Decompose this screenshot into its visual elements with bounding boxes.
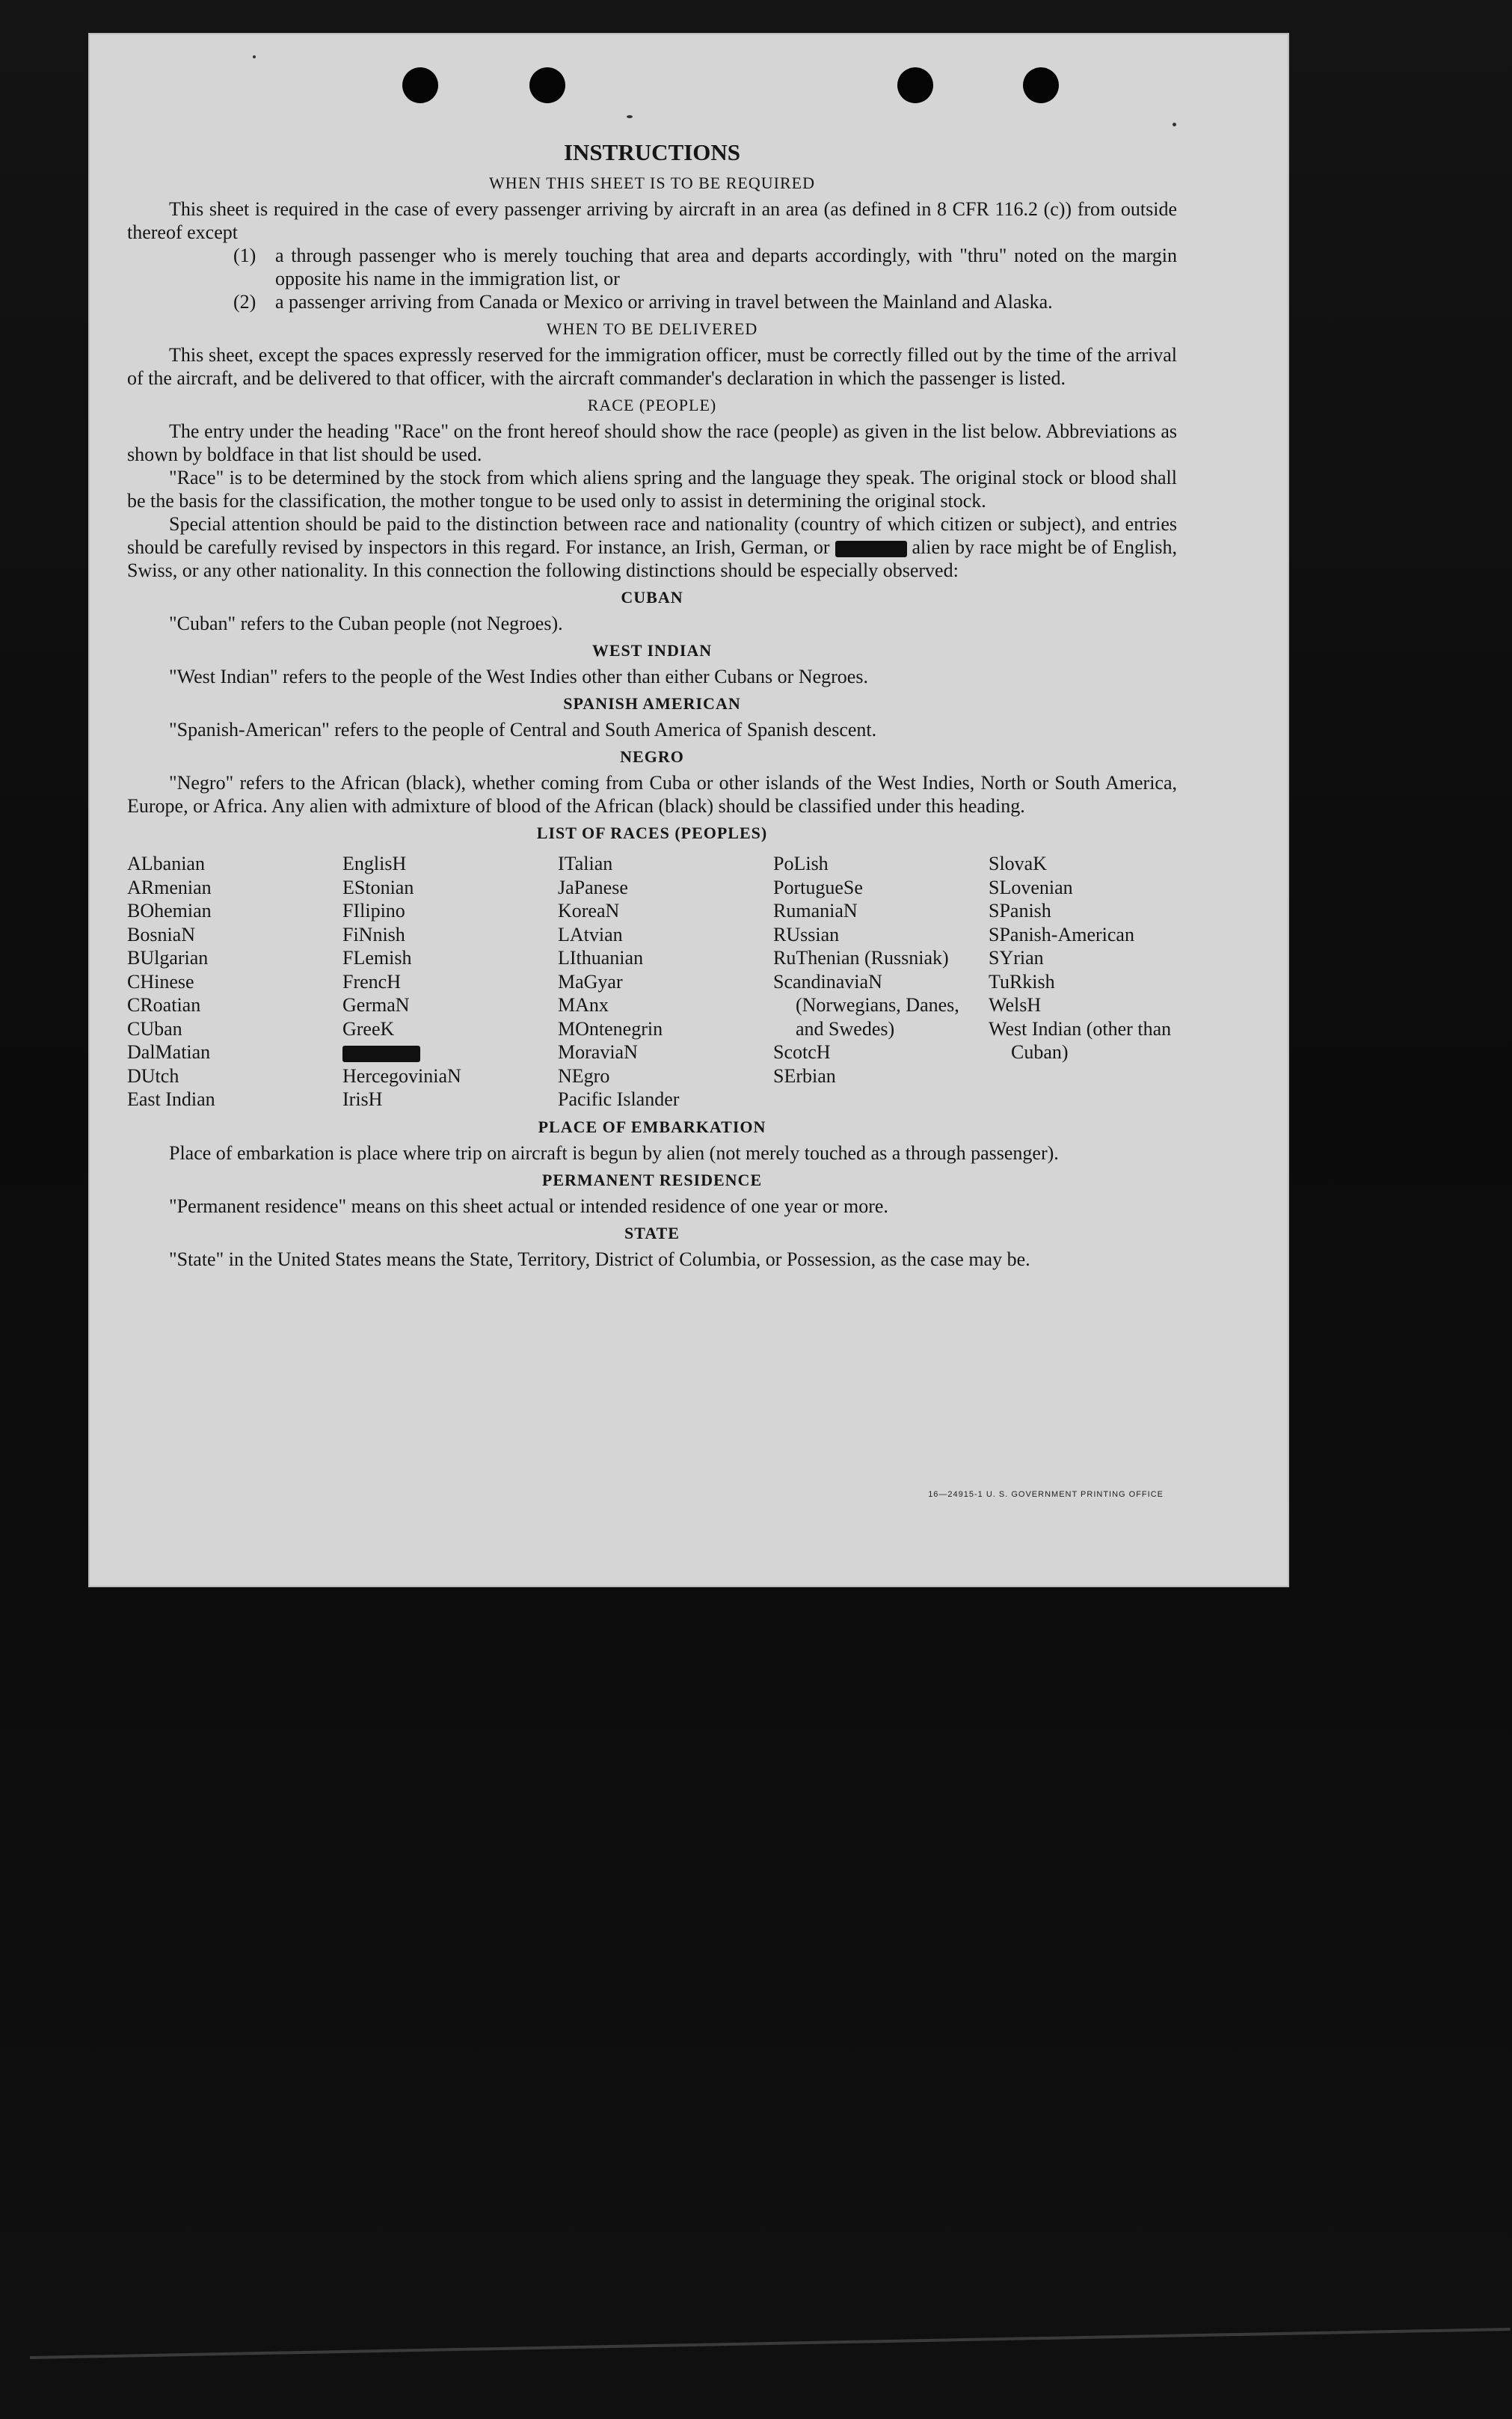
races-column-2 <box>342 852 558 1112</box>
races-list <box>127 852 1177 1112</box>
race-entry: TuRkish <box>989 970 1055 993</box>
paragraph-cuban: "Cuban" refers to the Cuban people (not Negroes). <box>169 613 563 634</box>
item-text: a through passenger who is merely touching that area and departs accordingly, with "thru" noted on the margin opposite his name in the immigration list, or <box>275 245 1177 289</box>
races-column-4 <box>773 852 989 1112</box>
paragraph-spanish-american: "Spanish-American" refers to the people of Central and South America of Spanish descent. <box>169 719 877 741</box>
paragraph-negro: "Negro" refers to the African (black), whether coming from Cuba or other islands of the West Indies, North or South America, Europe, or Africa. Any alien with admixture of blood of the African (black) should be classified under this heading. <box>127 772 1177 817</box>
race-entry: ARmenian <box>127 876 212 898</box>
race-entry: SLovenian <box>989 876 1073 898</box>
race-entry: DalMatian <box>127 1041 211 1063</box>
scan-speck <box>1173 123 1176 126</box>
race-entry: PortugueSe <box>773 876 863 898</box>
punch-hole <box>1023 67 1059 103</box>
punch-hole <box>402 67 438 103</box>
race-entry: MaGyar <box>558 970 623 993</box>
paragraph-race-1: The entry under the heading "Race" on the front hereof should show the race (people) as given in the list below. Abbreviations as shown by boldface in that list should be used. <box>127 420 1177 465</box>
punch-hole <box>897 67 933 103</box>
race-entry: BOhemian <box>127 900 212 922</box>
page-title: INSTRUCTIONS <box>563 139 740 165</box>
race-entry: CHinese <box>127 970 194 993</box>
races-column-5 <box>989 852 1177 1112</box>
race-entry: ScandinaviaN (Norwegians, Danes, and Swedes) <box>773 970 959 1040</box>
heading-when-delivered: WHEN TO BE DELIVERED <box>546 319 758 338</box>
heading-permanent-residence: PERMANENT RESIDENCE <box>541 1170 763 1189</box>
instructions-body <box>127 138 1177 1271</box>
race-entry: CRoatian <box>127 994 201 1016</box>
paragraph-race-2: "Race" is to be determined by the stock from which aliens spring and the language they speak. The original stock or blood shall be the basis for the classification, the mother tongue to be used only to assist in determining the original stock. <box>127 467 1177 512</box>
heading-list-of-races: LIST OF RACES (PEOPLES) <box>536 824 768 842</box>
race-entry: Pacific Islander <box>558 1088 680 1110</box>
race-entry: BosniaN <box>127 923 195 945</box>
paragraph-embarkation: Place of embarkation is place where trip on aircraft is begun by alien (not merely touched as a through passenger). <box>169 1141 1059 1164</box>
item-text: a passenger arriving from Canada or Mexico or arriving in travel between the Mainland and Alaska. <box>275 291 1053 313</box>
heading-cuban: CUBAN <box>621 588 683 607</box>
race-3-part-a: Special attention should be paid to the distinction between race and nationality (country of which citizen or subject), and entries should be carefully revised by inspectors in this regard. For instance, an Irish, German, or <box>127 513 1177 558</box>
race-entry: GermaN <box>342 994 410 1016</box>
race-entry: LIthuanian <box>558 947 644 969</box>
race-entry: KoreaN <box>558 900 620 922</box>
heading-when-required: WHEN THIS SHEET IS TO BE REQUIRED <box>489 174 815 192</box>
race-entry: BUlgarian <box>127 947 209 969</box>
races-column-3 <box>558 852 773 1112</box>
race-entry: ScotcH <box>773 1041 831 1063</box>
race-entry: FiNnish <box>342 923 405 945</box>
paragraph-required-intro: This sheet is required in the case of every passenger arriving by aircraft in an area (as defined in 8 CFR 116.2 (c)) from outside thereof except <box>127 198 1177 243</box>
race-entry: PoLish <box>773 853 829 874</box>
race-entry: SErbian <box>773 1064 836 1087</box>
race-entry: EStonian <box>342 876 414 898</box>
heading-negro: NEGRO <box>620 747 684 766</box>
paragraph-delivered: This sheet, except the spaces expressly reserved for the immigration officer, must be correctly filled out by the time of the arrival of the aircraft, and be delivered to that officer, with the aircraft commander's declaration in which the passenger is listed. <box>127 344 1177 389</box>
paragraph-permanent-residence: "Permanent residence" means on this sheet actual or intended residence of one year or more. <box>169 1195 888 1217</box>
race-entry: East Indian <box>127 1088 215 1110</box>
punch-hole <box>529 67 565 103</box>
race-entry: SPanish-American <box>989 923 1134 945</box>
race-3-part-b: alien by race might be of English, Swiss, or any other nationality. In this connection the following distinctions should be especially observed: <box>127 536 1178 581</box>
heading-west-indian: WEST INDIAN <box>591 641 713 660</box>
race-entry: JaPanese <box>558 876 628 898</box>
race-entry: ITalian <box>558 853 613 874</box>
race-entry: FIlipino <box>342 900 405 922</box>
race-entry: MoraviaN <box>558 1041 638 1063</box>
race-entry: CUban <box>127 1017 182 1040</box>
race-entry: NEgro <box>558 1064 610 1087</box>
redaction-mark <box>342 1046 420 1062</box>
race-entry: EnglisH <box>342 853 407 874</box>
race-entry: FrencH <box>342 970 401 993</box>
race-entry: RUssian <box>773 923 840 945</box>
heading-state: STATE <box>624 1223 680 1242</box>
printing-office-code: 16—24915-1 U. S. GOVERNMENT PRINTING OFFICE <box>928 1490 1164 1499</box>
race-entry: RuThenian (Russniak) <box>773 947 949 969</box>
race-entry: West Indian (other than Cuban) <box>989 1017 1172 1063</box>
heading-embarkation: PLACE OF EMBARKATION <box>538 1117 766 1136</box>
race-entry: GreeK <box>342 1017 395 1040</box>
scan-speck <box>253 55 256 58</box>
paragraph-west-indian: "West Indian" refers to the people of the West Indies other than either Cubans or Negroes. <box>169 666 868 687</box>
race-entry: HercegoviniaN <box>342 1064 461 1087</box>
race-entry: ALbanian <box>127 853 205 874</box>
heading-spanish-american: SPANISH AMERICAN <box>563 694 741 713</box>
race-entry: MOntenegrin <box>558 1017 663 1040</box>
heading-race: RACE (PEOPLE) <box>587 396 717 414</box>
race-entry-redacted <box>342 1040 558 1064</box>
race-entry: FLemish <box>342 947 412 969</box>
race-entry: IrisH <box>342 1088 383 1110</box>
race-entry: SYrian <box>989 947 1044 969</box>
paragraph-state: "State" in the United States means the State, Territory, District of Columbia, or Possession, as the case may be. <box>169 1248 1030 1270</box>
paragraph-race-3 <box>127 512 1177 582</box>
exception-item-1 <box>127 244 1177 290</box>
document-sheet <box>88 33 1289 1587</box>
race-entry: MAnx <box>558 994 609 1016</box>
scan-speck <box>627 115 633 118</box>
redaction-mark <box>835 541 907 557</box>
race-entry: SlovaK <box>989 853 1047 874</box>
race-entry: DUtch <box>127 1064 179 1087</box>
race-entry: SPanish <box>989 900 1051 922</box>
races-column-1 <box>127 852 342 1112</box>
race-entry: RumaniaN <box>773 900 858 922</box>
exception-item-2 <box>127 290 1177 313</box>
item-number: (2) <box>233 291 256 313</box>
race-entry: LAtvian <box>558 923 623 945</box>
race-entry: WelsH <box>989 994 1042 1016</box>
item-number: (1) <box>233 245 256 266</box>
